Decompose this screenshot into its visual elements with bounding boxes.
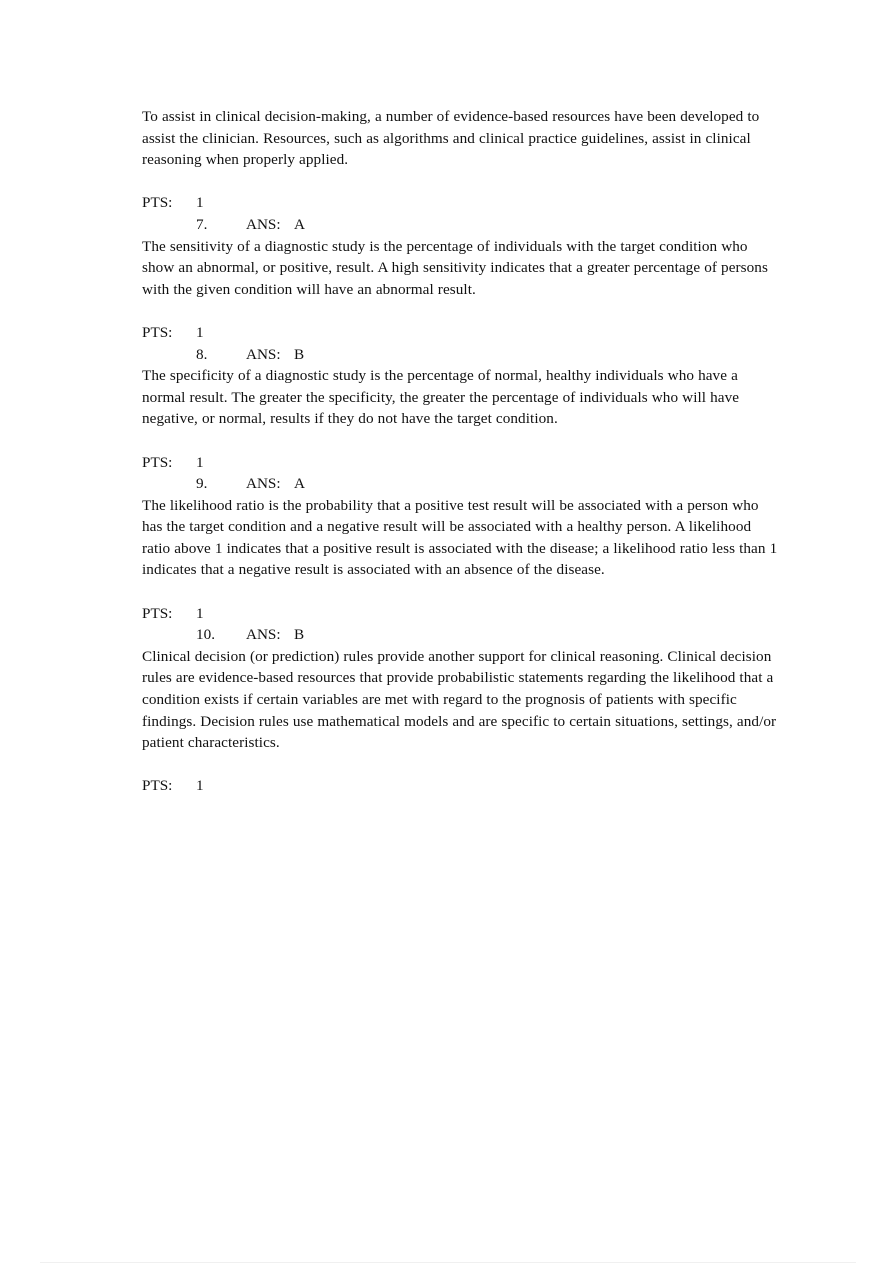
answer-label: ANS:: [246, 345, 281, 363]
spacer: [142, 754, 782, 776]
spacer: [142, 300, 782, 322]
pts-value: 1: [196, 604, 204, 622]
pts-line: [142, 452, 782, 474]
spacer: [142, 430, 782, 452]
pts-line: [142, 775, 782, 797]
pts-label: PTS:: [142, 323, 173, 341]
answer-value: B: [294, 345, 305, 363]
answer-label: ANS:: [246, 475, 281, 493]
question-number: 9.: [196, 475, 208, 493]
pts-value: 1: [196, 323, 204, 341]
question-number: 10.: [196, 626, 215, 644]
document-content: [142, 106, 782, 797]
rationale-paragraph: The likelihood ratio is the probability that a positive test result will be associated with a person who has the target condition and a negative result will be associated with a healthy person. A likelihood ratio above 1 indicates that a positive result is associated with the disease; a likelihood ratio less than 1 indicates that a negative result is associated with an absence of the disease.: [142, 496, 778, 579]
pts-label: PTS:: [142, 777, 173, 795]
rationale-paragraph: The specificity of a diagnostic study is the percentage of normal, healthy individuals who have a normal result. The greater the specificity, the greater the percentage of individuals who will have negative, or normal, results if they do not have the target condition.: [142, 367, 740, 428]
question-number: 7.: [196, 215, 208, 233]
answer-value: B: [294, 626, 305, 644]
spacer: [142, 171, 782, 193]
pts-label: PTS:: [142, 194, 173, 212]
question-header: [142, 473, 782, 495]
question-header: [142, 624, 782, 646]
answer-value: A: [294, 475, 305, 493]
pts-value: 1: [196, 194, 204, 212]
pts-label: PTS:: [142, 604, 173, 622]
pts-label: PTS:: [142, 453, 173, 471]
question-header: [142, 344, 782, 366]
question-number: 8.: [196, 345, 208, 363]
pts-value: 1: [196, 453, 204, 471]
page-bottom-rule: [40, 1262, 856, 1263]
pts-line: [142, 192, 782, 214]
pts-line: [142, 322, 782, 344]
spacer: [142, 581, 782, 603]
pts-line: [142, 603, 782, 625]
answer-value: A: [294, 215, 305, 233]
answer-label: ANS:: [246, 215, 281, 233]
question-header: [142, 214, 782, 236]
pts-value: 1: [196, 777, 204, 795]
rationale-paragraph: Clinical decision (or prediction) rules provide another support for clinical reasoning. Clinical decision rules are evidence-based resources that provide probabilistic statements regarding the likelihood that a condition exists if certain variables are met with regard to the prognosis of patients with specific findings. Decision rules use mathematical models and are specific to certain situations, settings, and/or patient characteristics.: [142, 647, 777, 752]
rationale-paragraph: The sensitivity of a diagnostic study is the percentage of individuals with the target condition who show an abnormal, or positive, result. A high sensitivity indicates that a greater percentage of persons with the given condition will have an abnormal result.: [142, 237, 768, 298]
answer-label: ANS:: [246, 626, 281, 644]
intro-paragraph: To assist in clinical decision-making, a number of evidence-based resources have been developed to assist the clinician. Resources, such as algorithms and clinical practice guidelines, assist in clinical reasoning when properly applied.: [142, 108, 760, 169]
